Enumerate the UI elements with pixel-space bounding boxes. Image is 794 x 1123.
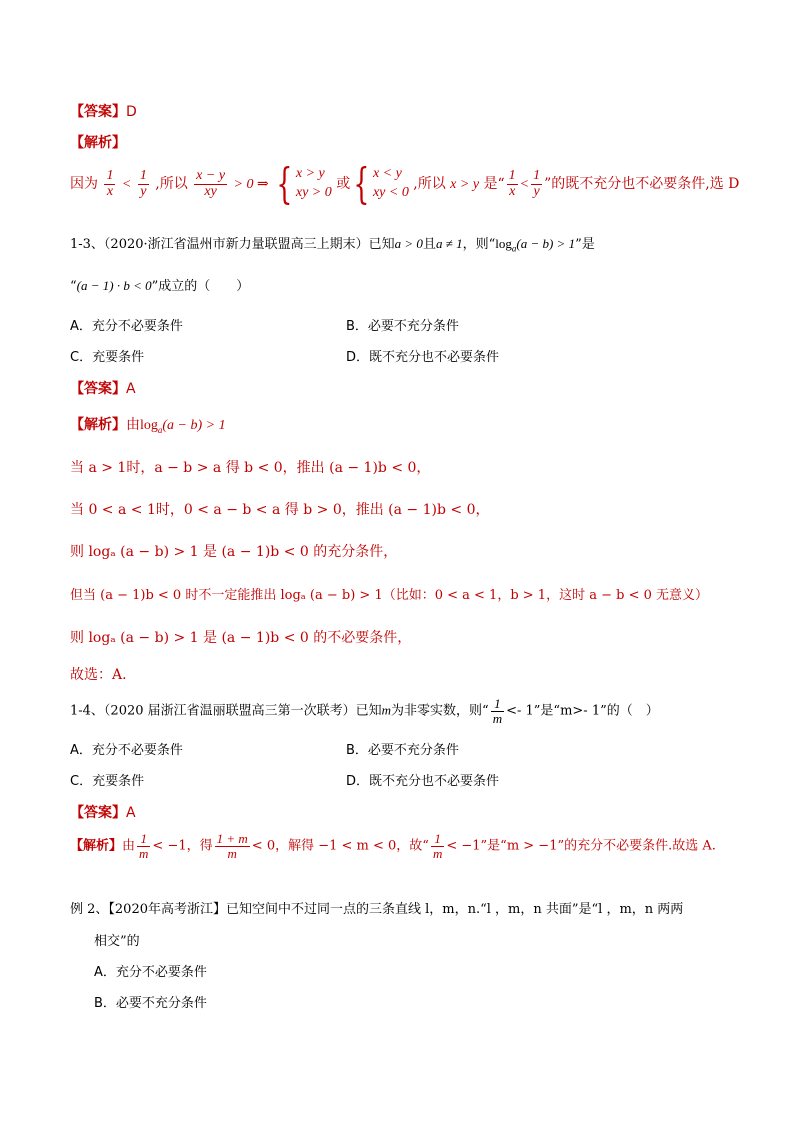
left-brace-icon: { — [353, 159, 370, 208]
option-b: B．必要不充分条件 — [346, 319, 459, 334]
fraction-1-over-y-b: $\frac{1}{y}$ — [533, 167, 541, 199]
answer-tag: 【答案】 — [70, 104, 126, 120]
analysis-line-1 — [70, 159, 740, 208]
question-1-3-line-1: 1-3、（2020·浙江省温州市新力量联盟高三上期末）已知a > 0且a ≠ 1，则“$\log_a(a - b) > 1$”是 — [70, 236, 595, 254]
fraction-1-over-y: $\frac{1}{y}$ — [139, 167, 147, 199]
math-implies: > 0 ⇒ — [233, 177, 269, 192]
question-1-4-line-1: 1-4、（2020 届浙江省温丽联盟高三第一次联考）已知m为非零实数，则“ $\frac{1}{m}$ <- 1”是“m>- 1”的（ ） — [70, 696, 659, 726]
answer-line-1 — [70, 101, 137, 121]
analysis-1-3-line-1: 【解析】由$\log_a(a - b) > 1$ — [70, 417, 226, 435]
math-lt: < — [121, 177, 132, 192]
analysis-1-3-line-5: 但当 (a − 1)b < 0 时不一定能推出 logₐ (a − b) > 1（比如：0 < a < 1，b > 1，这时 a − b < 0 无意义） — [70, 588, 709, 603]
analysis-tag-1 — [70, 132, 126, 152]
fraction-1-over-m: $\frac{1}{m}$ — [492, 696, 503, 726]
text-is: 是“ — [483, 176, 505, 192]
text-so: ,所以 — [155, 176, 188, 192]
text-so-2: ,所以 — [413, 176, 446, 192]
analysis-1-3-line-3: 当 0 < a < 1时，0 < a − b < a 得 b > 0，推出 (a − 1)b < 0， — [70, 502, 490, 518]
option-c: C．充要条件 — [70, 774, 145, 789]
left-brace-icon: { — [276, 159, 293, 208]
math-x-gt-y: x > y — [450, 177, 480, 192]
fraction-1-over-x-b: $\frac{1}{x}$ — [508, 167, 516, 199]
example-2-line-2: 相交”的 — [94, 934, 140, 949]
example-2-line-1: 例 2、【2020年高考浙江】已知空间中不过同一点的三条直线 l，m，n.“l ，m，n 共面”是“l ，m，n 两两 — [70, 902, 684, 917]
answer-line-2: 【答案】A — [70, 381, 136, 397]
fraction-x-minus-y-over-xy: $\frac{x - y}{xy}$ — [196, 167, 226, 199]
text-conclusion: ”的既不充分也不必要条件,选 D — [544, 176, 740, 192]
example-2-option-b: B．必要不充分条件 — [94, 996, 207, 1011]
option-a: A．充分不必要条件 — [70, 743, 183, 758]
question-1-3-line-2: “(a − 1) · b < 0”成立的（ ） — [70, 278, 250, 294]
analysis-1-3-line-6: 则 logₐ (a − b) > 1 是 (a − 1)b < 0 的不必要条件， — [70, 630, 412, 646]
option-d: D．既不充分也不必要条件 — [346, 350, 500, 365]
text-because: 因为 — [70, 176, 98, 192]
system-1: x > y xy > 0 — [295, 166, 332, 200]
math-lt-2: < — [519, 177, 530, 192]
answer-value: D — [126, 104, 137, 120]
text-or: 或 — [336, 176, 351, 192]
analysis-1-3-line-2: 当 a > 1时，a − b > a 得 b < 0，推出 (a − 1)b < 0， — [70, 460, 431, 476]
analysis-label: 【解析】 — [70, 135, 126, 151]
option-d: D．既不充分也不必要条件 — [346, 774, 500, 789]
fraction-1-over-m-a: $\frac{1}{m}$ — [139, 831, 149, 861]
option-c: C．充要条件 — [70, 350, 145, 365]
fraction-1-plus-m-over-m: $\frac{1 + m}{m}$ — [216, 831, 248, 861]
example-2-option-a: A．充分不必要条件 — [94, 965, 207, 980]
fraction-1-over-x: $\frac{1}{x}$ — [106, 167, 114, 199]
analysis-1-4-line: 【解析】由 $\frac{1}{m}$ < −1，得 $\frac{1 + m}{m}$ < 0，解得 −1 < m < 0，故“ $\frac{1}{m}$ < −1”是“m > −1”的充分不必要条件.故选 A. — [70, 831, 716, 861]
option-a: A．充分不必要条件 — [70, 319, 183, 334]
option-b: B．必要不充分条件 — [346, 743, 459, 758]
system-2: x < y xy < 0 — [372, 166, 409, 200]
analysis-1-3-line-4: 则 logₐ (a − b) > 1 是 (a − 1)b < 0 的充分条件， — [70, 544, 398, 560]
analysis-1-3-line-7: 故选：A. — [70, 667, 127, 683]
fraction-1-over-m-b: $\frac{1}{m}$ — [432, 831, 443, 861]
answer-line-3: 【答案】A — [70, 805, 136, 821]
